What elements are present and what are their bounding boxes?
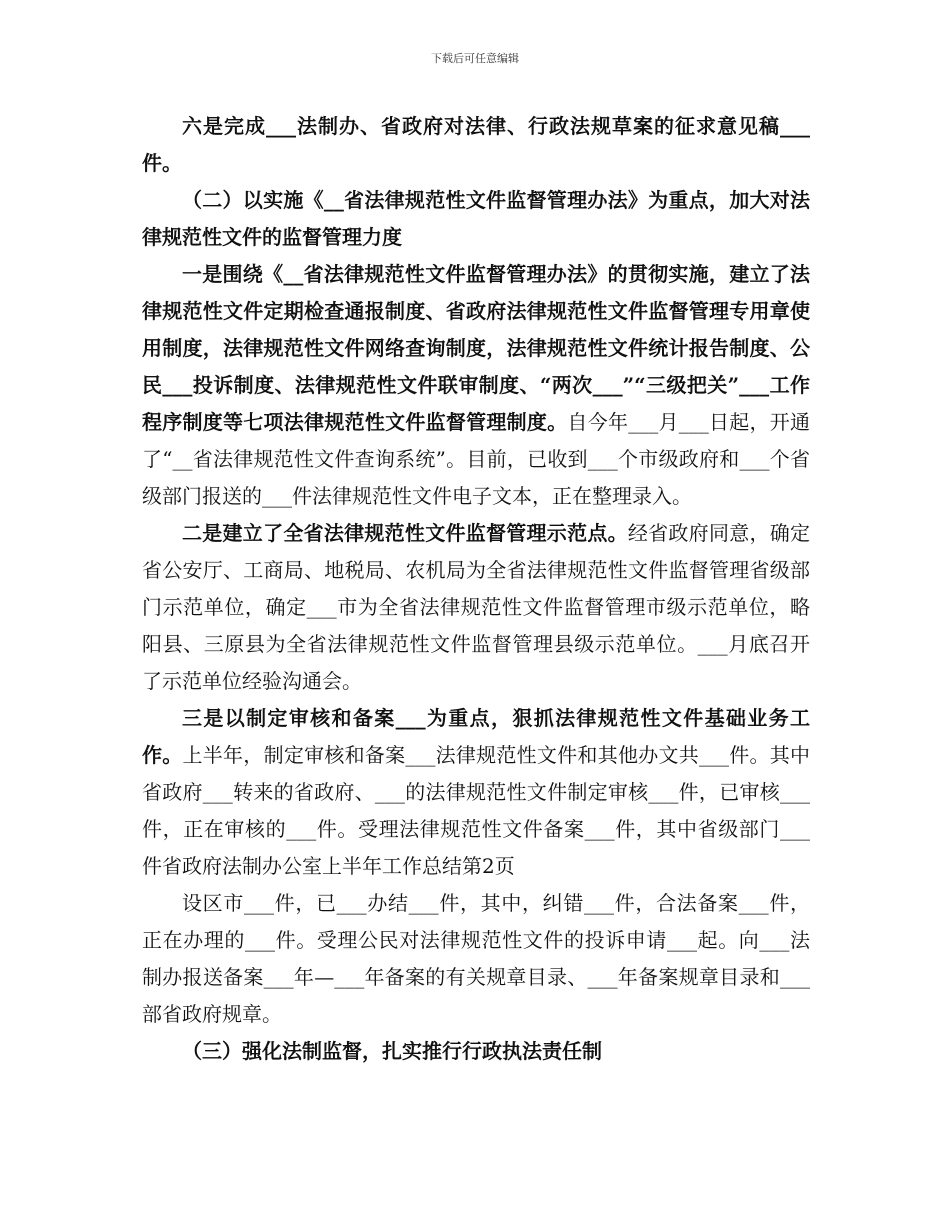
paragraph-point-three <box>142 700 810 885</box>
paragraph-item-six: 六是完成___法制办、省政府对法律、行政法规草案的征求意见稿___件。 <box>142 114 810 175</box>
document-body <box>142 108 810 1070</box>
paragraph-point-one <box>142 256 810 515</box>
paragraph-point-two <box>142 515 810 700</box>
point-one-text: 自今年___月___日起，开通了“__省法律规范性文件查询系统”。目前，已收到___个市级政府和___个省级部门报送的___件法律规范性文件电子文本，正在整理录入。 <box>142 410 811 508</box>
point-three-lead: 三是以制定审核和备案___为重点，狠抓法律规范性文件基础业务工作。 <box>142 706 810 767</box>
point-two-lead: 二是建立了全省法律规范性文件监督管理示范点。 <box>182 521 628 545</box>
section-heading-two: （二）以实施《__省法律规范性文件监督管理办法》为重点，加大对法律规范性文件的监督管理力度 <box>142 188 810 249</box>
paragraph-continuation: 设区市___件，已___办结___件，其中，纠错___件，合法备案___件，正在办理的___件。受理公民对法律规范性文件的投诉申请___起。向___法制办报送备案___年—___年备案的有关规章目录、___年备案规章目录和___部省政府规章。 <box>142 891 810 1026</box>
point-three-text: 上半年，制定审核和备案___法律规范性文件和其他办文共___件。其中省政府___转来的省政府、___的法律规范性文件制定审核___件，已审核___件，正在审核的___件。受理法律规范性文件备案___件，其中省级部门___件省政府法制办公室上半年工作总结第2页 <box>142 743 811 878</box>
point-one-lead: 一是围绕《__省法律规范性文件监督管理办法》的贯彻实施，建立了法律规范性文件定期检查通报制度、省政府法律规范性文件监督管理专用章使用制度，法律规范性文件网络查询制度，法律规范性文件统计报告制度、公民___投诉制度、法律规范性文件联审制度、“两次___”“三级把关”___工作程序制度等七项法律规范性文件监督管理制度。 <box>142 262 810 434</box>
point-two-text: 经省政府同意，确定省公安厅、工商局、地税局、农机局为全省法律规范性文件监督管理省级部门示范单位，确定___市为全省法律规范性文件监督管理市级示范单位，略阳县、三原县为全省法律规范性文件监督管理县级示范单位。___月底召开了示范单位经验沟通会。 <box>142 521 811 693</box>
page-header: 下载后可任意编辑 <box>431 52 519 65</box>
section-heading-three: （三）强化法制监督，扎实推行行政执法责任制 <box>182 1039 602 1063</box>
